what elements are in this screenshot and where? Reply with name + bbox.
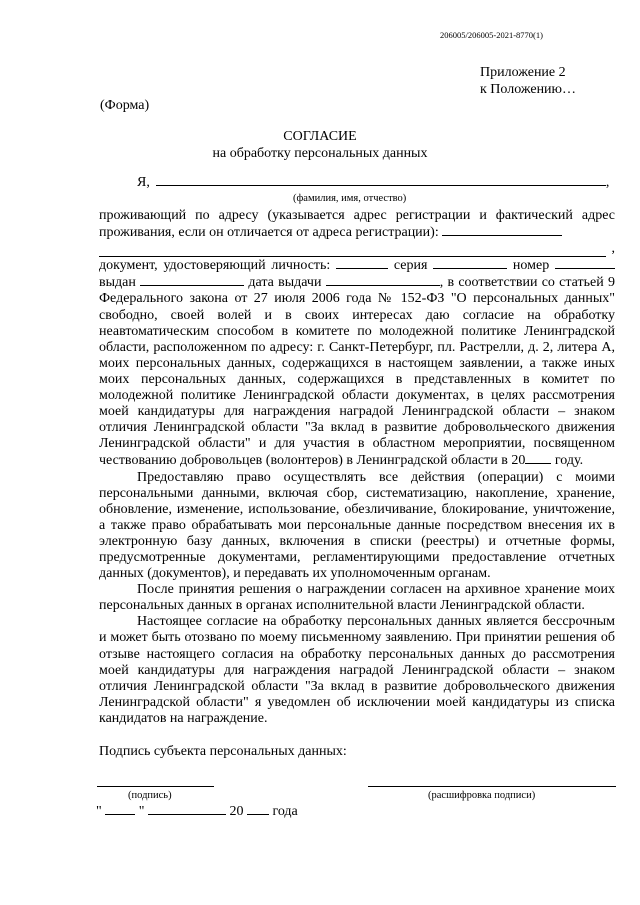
issued-field[interactable] bbox=[140, 274, 244, 286]
date-year-field[interactable] bbox=[247, 803, 269, 815]
document-label: документ, удостоверяющий личность: bbox=[99, 258, 331, 274]
document-id: 206005/206005-2021-8770(1) bbox=[440, 30, 543, 40]
address-field-1[interactable] bbox=[442, 224, 562, 236]
date-year-prefix: 20 bbox=[229, 804, 244, 819]
year-field[interactable] bbox=[525, 452, 551, 464]
document-field[interactable] bbox=[336, 257, 388, 269]
address-text: проживающий по адресу (указывается адрес регистрации и фактический адрес проживания, если он отличается от адреса регистрации): bbox=[99, 208, 615, 241]
number-label: номер bbox=[512, 258, 550, 274]
issued-label: выдан bbox=[99, 275, 136, 291]
date-suffix: года bbox=[272, 804, 298, 819]
document-title bbox=[0, 128, 640, 162]
appendix-line-2: к Положению… bbox=[480, 82, 577, 97]
date-quote-close: " bbox=[138, 804, 145, 819]
appendix-line-1: Приложение 2 bbox=[480, 65, 566, 80]
appendix-block bbox=[480, 64, 576, 98]
signature-decode-caption: (расшифровка подписи) bbox=[428, 790, 536, 801]
issue-date-field[interactable] bbox=[326, 274, 440, 286]
address-field-2[interactable] bbox=[99, 244, 606, 257]
year-suffix: году. bbox=[554, 453, 584, 469]
number-field[interactable] bbox=[555, 257, 615, 269]
paragraph-3: После принятия решения о награждении согласен на архивное хранение моих персональных данных в органах исполнительной власти Ленинградской области. bbox=[99, 582, 615, 614]
title-line-1: СОГЛАСИЕ bbox=[283, 129, 357, 144]
paragraph-2: Предоставляю право осуществлять все действия (операции) с моими персональными данными, включая сбор, систематизацию, накопление, хранение, обновление, изменение, использование, обезличивание, блокирование, уничтожение, а также право обрабатывать мои персональные данные посредством внесения их в электронную базу данных, включения в списки (реестры) и отчетные формы, предусмотренные документами, регламентирующими предоставление отчетных данных (документов), и передавать их уполномоченным органам. bbox=[99, 469, 615, 582]
ya-label: Я, bbox=[137, 175, 150, 190]
issue-date-label: дата выдачи bbox=[248, 275, 322, 291]
fio-field[interactable] bbox=[156, 175, 606, 186]
paragraph-1 bbox=[99, 208, 615, 241]
consent-main-text: , в соответствии со статьей 9 Федерального закона от 27 июля 2006 года № 152-ФЗ "О персональных данных" свободно, своей волей и в своих интересах даю согласие на обработку неавтоматическим способом в комитете по молодежной политике Ленинградской области, расположенном по адресу: г. Санкт-Петербург, пл. Растрелли, д. 2, литера А, моих персональных данных, содержащихся в настоящем заявлении, а также иных моих персональных данных, содержащихся в представленных в комитет по молодежной политике Ленинградской области документах, в целях рассмотрения моей кандидатуры для награждения наградой Ленинградской области – знаком отличия Ленинградской области "За вклад в развитие добровольческого движения Ленинградской области" и для участия в областном мероприятии, посвященном чествованию добровольцев (волонтеров) в Ленинградской области в 20 bbox=[99, 275, 616, 469]
paragraph-4: Настоящее согласие на обработку персональных данных является бессрочным и может быть отозвано по моему письменному заявлению. При принятии решения об отзыве настоящего согласия на обработку персональных данных до рассмотрения моей кандидатуры для награждения наградой Ленинградской области – знаком отличия Ленинградской области "За вклад в развитие добровольческого движения Ленинградской области" я уведомлен об исключении моей кандидатуры из списка кандидатов на награждение. bbox=[99, 614, 615, 726]
address-field-2-row bbox=[99, 241, 615, 257]
consent-body bbox=[99, 208, 615, 727]
date-line bbox=[96, 803, 298, 820]
paragraph-1-continued bbox=[99, 257, 615, 469]
ya-comma: , bbox=[605, 175, 610, 190]
date-day-field[interactable] bbox=[105, 803, 135, 815]
form-label: (Форма) bbox=[100, 98, 150, 113]
name-line bbox=[137, 175, 617, 191]
signature-caption: (подпись) bbox=[128, 790, 172, 801]
series-field[interactable] bbox=[433, 257, 507, 269]
title-line-2: на обработку персональных данных bbox=[212, 146, 428, 161]
date-month-field[interactable] bbox=[148, 803, 226, 815]
signature-field[interactable] bbox=[97, 786, 214, 787]
signature-decode-field[interactable] bbox=[368, 786, 616, 787]
fio-caption: (фамилия, имя, отчество) bbox=[293, 193, 407, 204]
series-label: серия bbox=[393, 258, 428, 274]
signature-label: Подпись субъекта персональных данных: bbox=[99, 744, 347, 759]
date-quote-open: " bbox=[96, 804, 102, 819]
address-comma: , bbox=[611, 241, 615, 257]
